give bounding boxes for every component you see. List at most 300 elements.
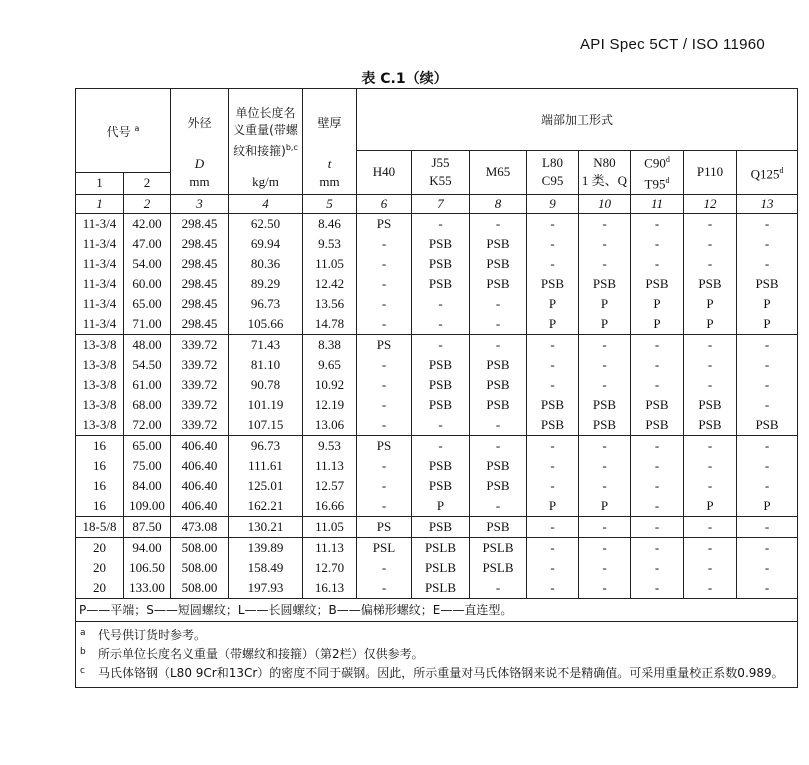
table-cell: 20 [76,558,124,578]
table-cell: - [470,294,527,314]
table-cell: - [579,435,631,456]
table-cell: PSB [579,415,631,436]
table-cell: 71.00 [124,314,171,335]
column-number: 10 [579,194,631,213]
table-cell: 125.01 [229,476,303,496]
table-cell: - [579,254,631,274]
table-cell: 8.46 [303,213,357,234]
legend: P——平端；S——短圆螺纹；L——长圆螺纹；B——偏梯形螺纹；E——直连型。 [76,598,798,621]
table-cell: - [737,213,798,234]
table-cell: PSB [412,375,470,395]
grade-label: J55 [431,155,450,171]
table-cell: PSLB [412,537,470,558]
table-cell: - [631,213,684,234]
table-cell: 61.00 [124,375,171,395]
grade-line-2 [631,172,683,193]
table-cell: PS [357,213,412,234]
footnote-mark: a [80,627,86,638]
table-cell: 62.50 [229,213,303,234]
table-cell: 65.00 [124,435,171,456]
table-cell: PSB [470,234,527,254]
table-cell: 508.00 [171,537,229,558]
table-cell: 47.00 [124,234,171,254]
table-cell: 406.40 [171,435,229,456]
table-cell: - [631,578,684,599]
table-cell: - [527,334,579,355]
table-cell: - [579,355,631,375]
table-row [76,537,798,558]
table-cell: P [527,294,579,314]
table-cell: 11-3/4 [76,314,124,335]
footnote-mark: c [80,665,85,676]
column-number: 1 [76,194,124,213]
table-cell: 69.94 [229,234,303,254]
table-cell: PSB [631,415,684,436]
table-cell: - [737,537,798,558]
column-number: 4 [229,194,303,213]
table-cell: - [527,537,579,558]
od-unit: mm [189,173,210,189]
table-cell: - [412,314,470,335]
table-cell: 9.53 [303,435,357,456]
table-cell: P [579,314,631,335]
table-cell: 9.65 [303,355,357,375]
footnote-ref: d [665,176,670,186]
table-cell: 111.61 [229,456,303,476]
table-cell: - [631,254,684,274]
table-cell: - [357,456,412,476]
table-cell: 508.00 [171,558,229,578]
grade-label: M65 [485,164,511,180]
table-cell: - [737,558,798,578]
table-cell: - [737,254,798,274]
table-cell: - [684,476,737,496]
table-cell: 13-3/8 [76,334,124,355]
table-cell: - [527,476,579,496]
grade-label: N80 [593,155,616,171]
table-cell: - [737,456,798,476]
od-label: 外径 [187,115,212,130]
table-cell: PS [357,334,412,355]
table-cell: 11-3/4 [76,254,124,274]
table-cell: - [579,213,631,234]
table-cell: - [357,476,412,496]
table-cell: - [737,334,798,355]
table-cell: - [737,375,798,395]
table-cell: 16 [76,476,124,496]
grade-header [631,151,684,195]
table-cell: 42.00 [124,213,171,234]
table-cell: - [737,435,798,456]
table-cell: 60.00 [124,274,171,294]
table-cell: 105.66 [229,314,303,335]
table-cell: - [579,375,631,395]
table-cell: - [470,496,527,517]
table-cell: PSB [470,355,527,375]
table-cell: - [737,516,798,537]
table-row [76,435,798,456]
table-cell: 139.89 [229,537,303,558]
table-cell: PSB [412,516,470,537]
table-cell: - [357,395,412,415]
table-cell: P [579,496,631,517]
table-title: 表 C.1（续） [361,71,448,87]
table-cell: PSL [357,537,412,558]
grade-line-1 [737,162,797,183]
grade-label: H40 [372,164,396,180]
column-number: 2 [124,194,171,213]
column-number: 12 [684,194,737,213]
column-number: 5 [303,194,357,213]
table-cell: P [737,496,798,517]
table-cell: 298.45 [171,234,229,254]
table-cell: - [579,537,631,558]
table-row [76,456,798,476]
table-cell: PSB [412,274,470,294]
table-cell: - [357,294,412,314]
table-cell: PS [357,435,412,456]
table-cell: - [357,496,412,517]
table-cell: PSLB [412,558,470,578]
table-cell: - [527,516,579,537]
table-cell: 87.50 [124,516,171,537]
table-cell: - [527,578,579,599]
table-cell: PSB [412,456,470,476]
table-cell: 298.45 [171,294,229,314]
table-cell: 72.00 [124,415,171,436]
table-cell: 75.00 [124,456,171,476]
footnote-text: 代号供订货时参考。 [98,627,207,642]
table-cell: 406.40 [171,456,229,476]
table-cell: 133.00 [124,578,171,599]
table-cell: - [631,435,684,456]
table-cell: - [357,234,412,254]
table-cell: 11-3/4 [76,274,124,294]
table-cell: PSB [470,375,527,395]
header-designation [76,89,171,173]
table-row [76,375,798,395]
table-cell: - [631,234,684,254]
table-cell: - [579,578,631,599]
table-cell: PSB [470,476,527,496]
table-cell: P [684,294,737,314]
table-cell: P [527,314,579,335]
grade-line-1 [684,163,736,181]
casing-table [75,88,798,688]
grade-label: L80 [542,155,563,171]
table-cell: - [631,537,684,558]
table-cell: 298.45 [171,254,229,274]
table-cell: 10.92 [303,375,357,395]
table-cell: - [684,537,737,558]
footnote-ref: b,c [285,142,298,152]
grade-line-1 [631,151,683,172]
table-cell: 109.00 [124,496,171,517]
table-cell: P [579,294,631,314]
table-cell: 130.21 [229,516,303,537]
table-cell: 12.57 [303,476,357,496]
column-number: 3 [171,194,229,213]
table-cell: 107.15 [229,415,303,436]
table-row [76,234,798,254]
table-cell: PSB [684,274,737,294]
table-cell: PSLB [412,578,470,599]
footnote-text: 所示单位长度名义重量（带螺纹和接箍）（第2栏）仅供参考。 [98,646,424,661]
table-cell: - [684,456,737,476]
table-cell: - [412,213,470,234]
grade-label: C90 [644,155,666,171]
table-cell: 16 [76,496,124,517]
table-cell: PSB [631,274,684,294]
table-cell: PSB [579,395,631,415]
table-cell: - [412,294,470,314]
table-cell: - [737,234,798,254]
table-cell: 101.19 [229,395,303,415]
table-cell: 96.73 [229,294,303,314]
table-cell: - [737,355,798,375]
table-cell: P [737,314,798,335]
table-cell: - [684,578,737,599]
table-cell: 197.93 [229,578,303,599]
table-cell: 18-5/8 [76,516,124,537]
column-number: 7 [412,194,470,213]
table-cell: - [737,395,798,415]
table-cell: PSB [412,355,470,375]
grade-header [684,151,737,195]
table-cell: - [527,435,579,456]
footnote [80,645,791,664]
table-row [76,476,798,496]
table-cell: 158.49 [229,558,303,578]
footnote-ref: d [779,165,784,175]
grade-header [412,151,470,195]
table-cell: 13.56 [303,294,357,314]
table-cell: - [631,334,684,355]
table-cell: 71.43 [229,334,303,355]
footnote-text: 马氏体铬钢（L80 9Cr和13Cr）的密度不同于碳钢。因此，所示重量对马氏体铬钢来说不是精确值。可采用重量校正系数0.989。 [98,665,784,680]
table-cell: - [631,355,684,375]
table-cell: P [527,496,579,517]
table-cell: 162.21 [229,496,303,517]
table-cell: PSB [631,395,684,415]
table-cell: PSB [470,395,527,415]
table-cell: P [684,314,737,335]
table-cell: PSB [470,254,527,274]
table-cell: 508.00 [171,578,229,599]
table-cell: 298.45 [171,274,229,294]
grade-label-2: C95 [541,173,564,189]
column-number: 6 [357,194,412,213]
table-cell: - [357,254,412,274]
grade-line-1 [357,163,411,181]
footnote-ref: d [665,155,670,164]
grade-line-2 [412,172,469,190]
footnote [80,664,791,683]
table-row [76,274,798,294]
table-cell: PSB [527,395,579,415]
table-cell: - [631,375,684,395]
table-cell: P [631,294,684,314]
table-cell: - [737,476,798,496]
table-cell: - [527,234,579,254]
table-cell: 16.66 [303,496,357,517]
table-cell: PSB [470,456,527,476]
table-cell: - [470,415,527,436]
table-cell: 339.72 [171,415,229,436]
table-cell: - [684,516,737,537]
table-cell: 106.50 [124,558,171,578]
grade-line-2 [579,172,630,190]
wall-symbol: t [327,155,332,171]
table-cell: P [684,496,737,517]
subcol-1: 1 [76,172,124,194]
footnote-ref: a [134,123,140,133]
table-cell: 11.13 [303,456,357,476]
table-cell: - [527,254,579,274]
table-cell: 11.13 [303,537,357,558]
table-cell: - [357,578,412,599]
grade-label-2: T95 [644,176,666,192]
table-cell: 406.40 [171,476,229,496]
table-row [76,355,798,375]
od-symbol: D [194,155,205,171]
table-cell: PSB [684,395,737,415]
table-cell: PSB [412,395,470,415]
table-cell: - [684,213,737,234]
table-row [76,334,798,355]
table-row [76,558,798,578]
table-cell: - [684,234,737,254]
table-cell: 13.06 [303,415,357,436]
table-cell: - [357,355,412,375]
table-cell: 473.08 [171,516,229,537]
table-cell: 11-3/4 [76,234,124,254]
table-cell: PSLB [470,558,527,578]
table-cell: 65.00 [124,294,171,314]
table-cell: 16 [76,456,124,476]
table-cell: 68.00 [124,395,171,415]
weight-unit: kg/m [252,173,279,189]
grade-label-2: K55 [429,173,452,189]
table-cell: - [357,415,412,436]
table-cell: PSB [470,274,527,294]
table-row [76,516,798,537]
table-cell: - [527,558,579,578]
table-cell: 339.72 [171,334,229,355]
table-cell: 13-3/8 [76,395,124,415]
column-number: 11 [631,194,684,213]
grade-label: P110 [696,164,724,180]
column-number: 13 [737,194,798,213]
table-cell: - [470,314,527,335]
table-cell: - [684,254,737,274]
table-cell: PSB [684,415,737,436]
table-cell: 11-3/4 [76,213,124,234]
table-cell: - [357,558,412,578]
grade-header [357,151,412,195]
grade-header [737,151,798,195]
table-cell: P [412,496,470,517]
table-cell: 80.36 [229,254,303,274]
grade-line-1 [470,163,526,181]
table-row [76,213,798,234]
footnote-mark: b [80,646,86,657]
table-cell: 14.78 [303,314,357,335]
table-cell: - [631,456,684,476]
table-cell: - [470,334,527,355]
table-cell: - [357,274,412,294]
table-row [76,496,798,517]
table-cell: 20 [76,537,124,558]
table-cell: PSB [579,274,631,294]
table-cell: - [527,355,579,375]
table-cell: - [357,314,412,335]
table-cell: - [527,456,579,476]
table-cell: 11.05 [303,254,357,274]
table-cell: P [631,314,684,335]
subcol-2: 2 [124,172,171,194]
table-cell: - [412,334,470,355]
table-cell: 96.73 [229,435,303,456]
table-row [76,395,798,415]
grade-line-1 [527,154,578,172]
table-row [76,314,798,335]
table-cell: - [631,516,684,537]
table-cell: 298.45 [171,314,229,335]
table-cell: 12.70 [303,558,357,578]
table-cell: 12.42 [303,274,357,294]
table-cell: PSB [737,274,798,294]
table-cell: 8.38 [303,334,357,355]
table-cell: - [579,516,631,537]
table-cell: - [684,435,737,456]
header-end-finish: 端部加工形式 [357,89,798,151]
footnotes [76,621,798,687]
footnote [80,626,791,645]
table-cell: - [579,234,631,254]
grade-header [527,151,579,195]
grade-header [470,151,527,195]
table-cell: 16.13 [303,578,357,599]
grade-line-2 [527,172,578,190]
table-cell: PSB [470,516,527,537]
table-cell: - [684,355,737,375]
table-row [76,294,798,314]
table-cell: 90.78 [229,375,303,395]
header-od [171,89,229,195]
table-cell: 406.40 [171,496,229,517]
table-cell: 339.72 [171,375,229,395]
table-cell: 339.72 [171,395,229,415]
table-cell: - [412,415,470,436]
table-cell: 16 [76,435,124,456]
table-cell: PSB [737,415,798,436]
document-header: API Spec 5CT / ISO 11960 [580,36,766,53]
table-cell: PSB [412,254,470,274]
table-cell: - [579,476,631,496]
table-cell: - [684,558,737,578]
wall-label: 壁厚 [317,115,342,130]
table-cell: 89.29 [229,274,303,294]
table-row [76,415,798,436]
table-cell: - [684,375,737,395]
table-cell: 11.05 [303,516,357,537]
table-cell: PSLB [470,537,527,558]
table-cell: - [527,213,579,234]
designation-label: 代号 [106,124,131,139]
table-cell: PSB [412,476,470,496]
table-cell: 298.45 [171,213,229,234]
